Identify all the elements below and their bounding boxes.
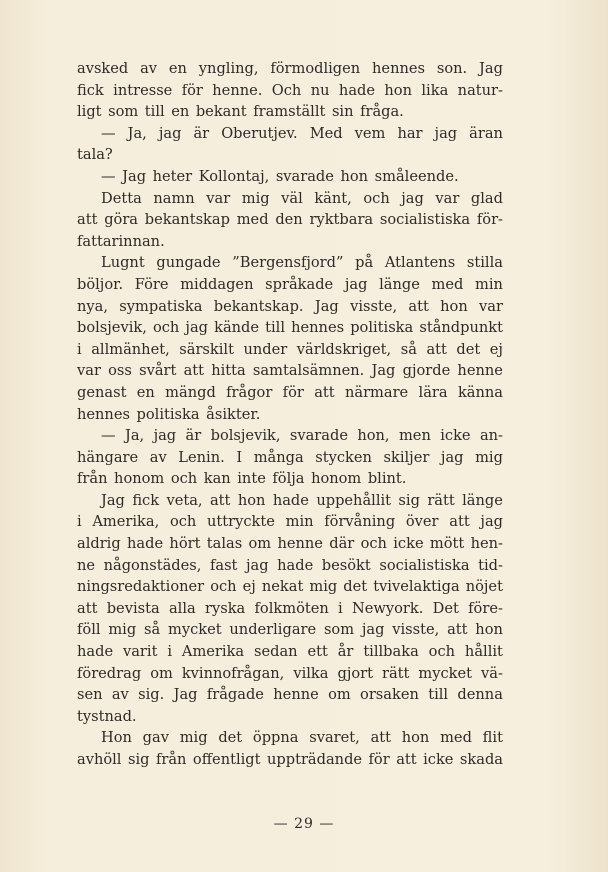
text-line: aldrig hade hört talas om henne där och icke mött hen- xyxy=(77,535,503,553)
text-line: från honom och kan inte följa honom blint. xyxy=(77,470,407,488)
text-line: — Jag heter Kollontaj, svarade hon småleende. xyxy=(101,167,459,185)
text-line: ligt som till en bekant framställt sin fråga. xyxy=(77,103,404,121)
text-line: ne någonstädes, fast jag hade besökt socialistiska tid- xyxy=(77,556,503,574)
text-line: bolsjevik, och jag kände till hennes politiska ståndpunkt xyxy=(77,319,503,337)
text-line: sen av sig. Jag frågade henne om orsaken till denna xyxy=(77,686,503,704)
text-line: hade varit i Amerika sedan ett år tillbaka och hållit xyxy=(77,643,503,661)
text-line: Hon gav mig det öppna svaret, att hon med flit xyxy=(101,729,503,747)
text-line: hennes politiska åsikter. xyxy=(77,405,261,423)
text-line: böljor. Före middagen språkade jag länge med min xyxy=(77,275,503,293)
text-line: Detta namn var mig väl känt, och jag var glad xyxy=(101,189,503,207)
text-line: fattarinnan. xyxy=(77,232,165,250)
text-line: tystnad. xyxy=(77,707,137,725)
text-line: att bevista alla ryska folkmöten i Newyork. Det före- xyxy=(77,599,503,617)
page-number: — 29 — xyxy=(273,816,335,832)
text-line: i Amerika, och uttryckte min förvåning över att jag xyxy=(77,513,503,531)
text-line: hängare av Lenin. I många stycken skiljer jag mig xyxy=(77,448,503,466)
text-line: genast en mängd frågor för att närmare lära känna xyxy=(77,383,503,401)
text-line: att göra bekantskap med den ryktbara socialistiska för- xyxy=(77,211,503,229)
text-line: föredrag om kvinnofrågan, vilka gjort rätt mycket vä- xyxy=(77,664,503,682)
text-line: var oss svårt att hitta samtalsämnen. Jag gjorde henne xyxy=(77,362,503,380)
body-text xyxy=(77,58,503,771)
text-line: Lugnt gungade ”Bergensfjord” på Atlantens stilla xyxy=(101,254,503,272)
text-line: Jag fick veta, att hon hade uppehållit sig rätt länge xyxy=(101,491,503,509)
text-line: — Ja, jag är bolsjevik, svarade hon, men icke an- xyxy=(101,427,503,445)
text-line: — Ja, jag är Oberutjev. Med vem har jag äran xyxy=(101,124,503,142)
text-line: nya, sympatiska bekantskap. Jag visste, att hon var xyxy=(77,297,503,315)
text-line: avhöll sig från offentligt uppträdande för att icke skada xyxy=(77,751,503,768)
text-line: avsked av en yngling, förmodligen hennes son. Jag xyxy=(77,60,503,77)
text-line: i allmänhet, särskilt under världskriget, så att det ej xyxy=(77,340,503,358)
text-line: ningsredaktioner och ej nekat mig det tvivelaktiga nöjet xyxy=(77,578,503,596)
text-line: fick intresse för henne. Och nu hade hon lika natur- xyxy=(77,81,503,99)
text-line: föll mig så mycket underligare som jag visste, att hon xyxy=(77,621,503,639)
text-line: tala? xyxy=(77,146,113,164)
